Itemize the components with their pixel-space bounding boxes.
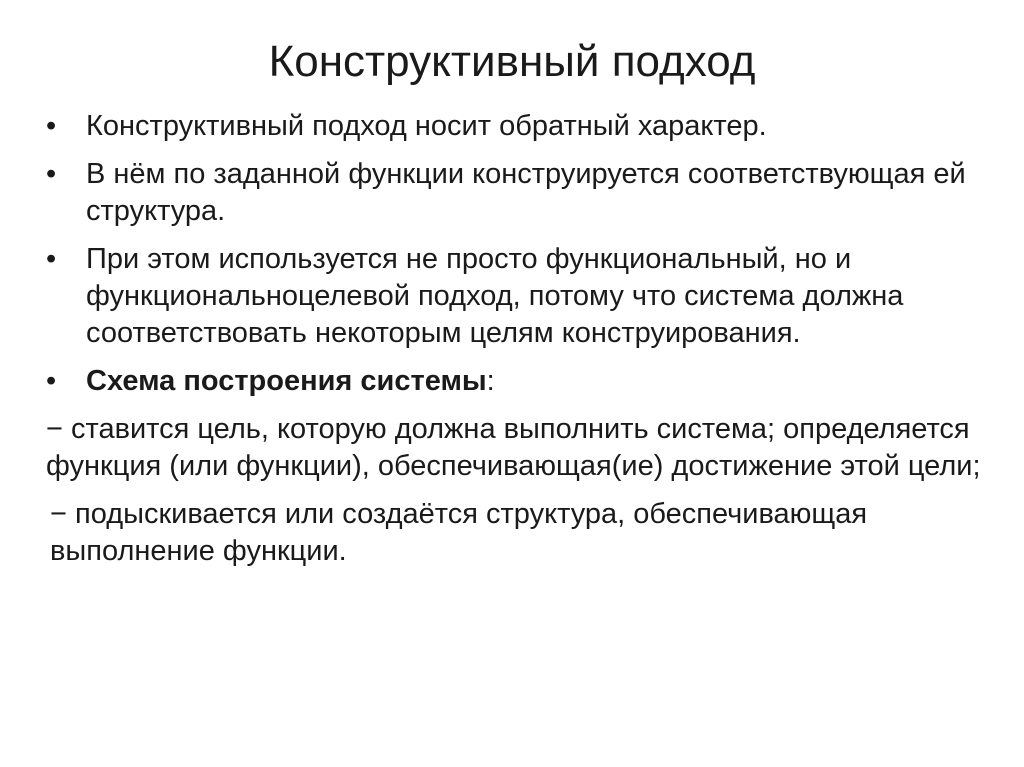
bullet-marker: • — [46, 110, 57, 142]
bullet-text: В нём по заданной функции конструируется соответствующая ей структура. — [86, 158, 966, 227]
step-paragraph: − ставится цель, которую должна выполнить система; определяется функция (или функции), обеспечивающая(ие) достижение этой цели; — [46, 413, 981, 482]
scheme-heading: Схема построения системы — [86, 365, 487, 397]
bullet-item-heading — [46, 363, 986, 400]
bullet-marker: • — [46, 365, 57, 397]
scheme-heading-colon: : — [486, 365, 495, 397]
bullet-text: При этом используется не просто функциональный, но и функциональноцелевой подход, потому что система должна соответствовать некоторым целям конструирования. — [86, 243, 904, 349]
step-paragraph: − подыскивается или создаётся структура, обеспечивающая выполнение функции. — [50, 498, 868, 567]
bullet-item — [46, 156, 986, 230]
bullet-marker: • — [46, 158, 57, 190]
slide-title: Конструктивный подход — [268, 37, 756, 86]
slide-content — [46, 108, 986, 581]
bullet-item — [46, 241, 986, 352]
bullet-text: Конструктивный подход носит обратный характер. — [86, 110, 767, 142]
bullet-marker: • — [46, 243, 57, 275]
bullet-item — [46, 108, 986, 145]
bullet-list — [46, 108, 986, 400]
